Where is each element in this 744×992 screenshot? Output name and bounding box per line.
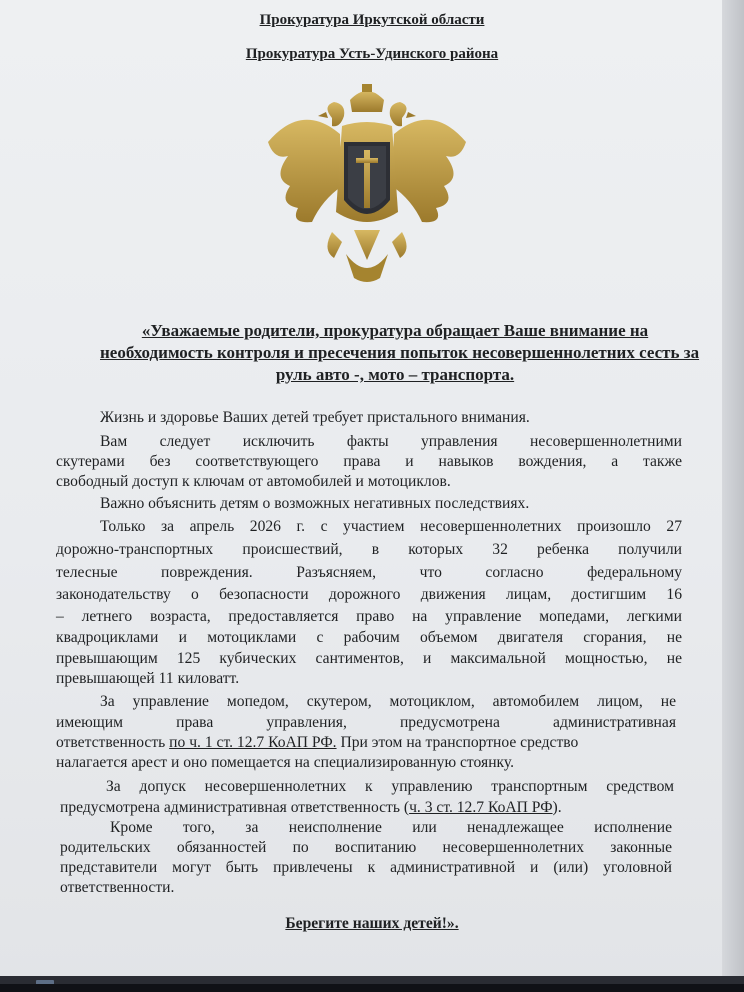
appeal-line-1: «Уважаемые родители, прокуратура обращает Ваше внимание на	[141, 321, 649, 340]
body-line: превышающей 11 киловатт.	[56, 670, 240, 687]
body-line: Важно объяснить детям о возможных негативных последствиях.	[100, 495, 530, 512]
body-line: законодательству о безопасности дорожного движения лицам, достигшим 16	[56, 586, 682, 603]
body-line: – летнего возраста, предоставляется право на управление мопедами, легкими	[56, 608, 682, 625]
body-text: При этом на транспортное средство	[336, 734, 579, 751]
body-text: ответственность	[56, 734, 170, 751]
body-line: имеющим права управления, предусмотрена административная	[56, 714, 676, 731]
body-line: скутерами без соответствующего права и навыков вождения, а также	[56, 453, 682, 470]
body-line: Жизнь и здоровье Ваших детей требует пристального внимания.	[100, 409, 530, 426]
body-line: За допуск несовершеннолетних к управлению транспортным средством	[106, 778, 674, 795]
body-line: телесные повреждения. Разъясняем, что согласно федеральному	[56, 564, 682, 581]
appeal-heading	[100, 320, 700, 386]
body-line: дорожно-транспортных происшествий, в которых 32 ребенка получили	[56, 541, 682, 558]
header-oblast: Прокуратура Иркутской области	[259, 12, 485, 28]
body-line: свободный доступ к ключам от автомобилей и мотоциклов.	[56, 473, 451, 490]
body-line: налагается арест и оно помещается на специализированную стоянку.	[56, 754, 515, 771]
body-line	[56, 733, 578, 753]
koap-article-link[interactable]: ч. 3 ст. 12.7 КоАП РФ	[409, 799, 553, 816]
monitor-bezel	[722, 0, 744, 992]
body-text: предусмотрена административная ответственность (	[60, 799, 410, 816]
header-raion: Прокуратура Усть-Удинского района	[245, 46, 499, 62]
monitor-bottom-edge	[0, 984, 744, 992]
koap-article-link[interactable]: по ч. 1 ст. 12.7 КоАП РФ.	[169, 734, 337, 751]
body-line: родительских обязанностей по воспитанию несовершеннолетних законные	[60, 839, 672, 856]
closing-line: Берегите наших детей!».	[285, 915, 459, 932]
body-line: Кроме того, за неисполнение или ненадлежащее исполнение	[110, 819, 672, 836]
body-line: превышающим 125 кубических сантиментов, и максимальной мощностью, не	[56, 650, 682, 667]
body-line: Только за апрель 2026 г. с участием несовершеннолетних произошло 27	[100, 518, 682, 535]
body-text: ).	[552, 799, 562, 816]
prosecutor-emblem-icon	[262, 82, 472, 287]
appeal-line-3: руль авто -, мото – транспорта.	[275, 365, 515, 384]
body-line: За управление мопедом, скутером, мотоциклом, автомобилем лицом, не	[100, 693, 676, 710]
body-line: ответственности.	[60, 879, 175, 896]
body-line: квадроциклами и мотоциклами с рабочим объемом двигателя сгорания, не	[56, 629, 682, 646]
appeal-line-2: необходимость контроля и пресечения попыток несовершеннолетних сесть за	[100, 343, 700, 362]
body-line: представители могут быть привлечены к административной и (или) уголовной	[60, 859, 672, 876]
body-line: Вам следует исключить факты управления несовершеннолетними	[100, 433, 682, 450]
body-line	[60, 798, 562, 818]
